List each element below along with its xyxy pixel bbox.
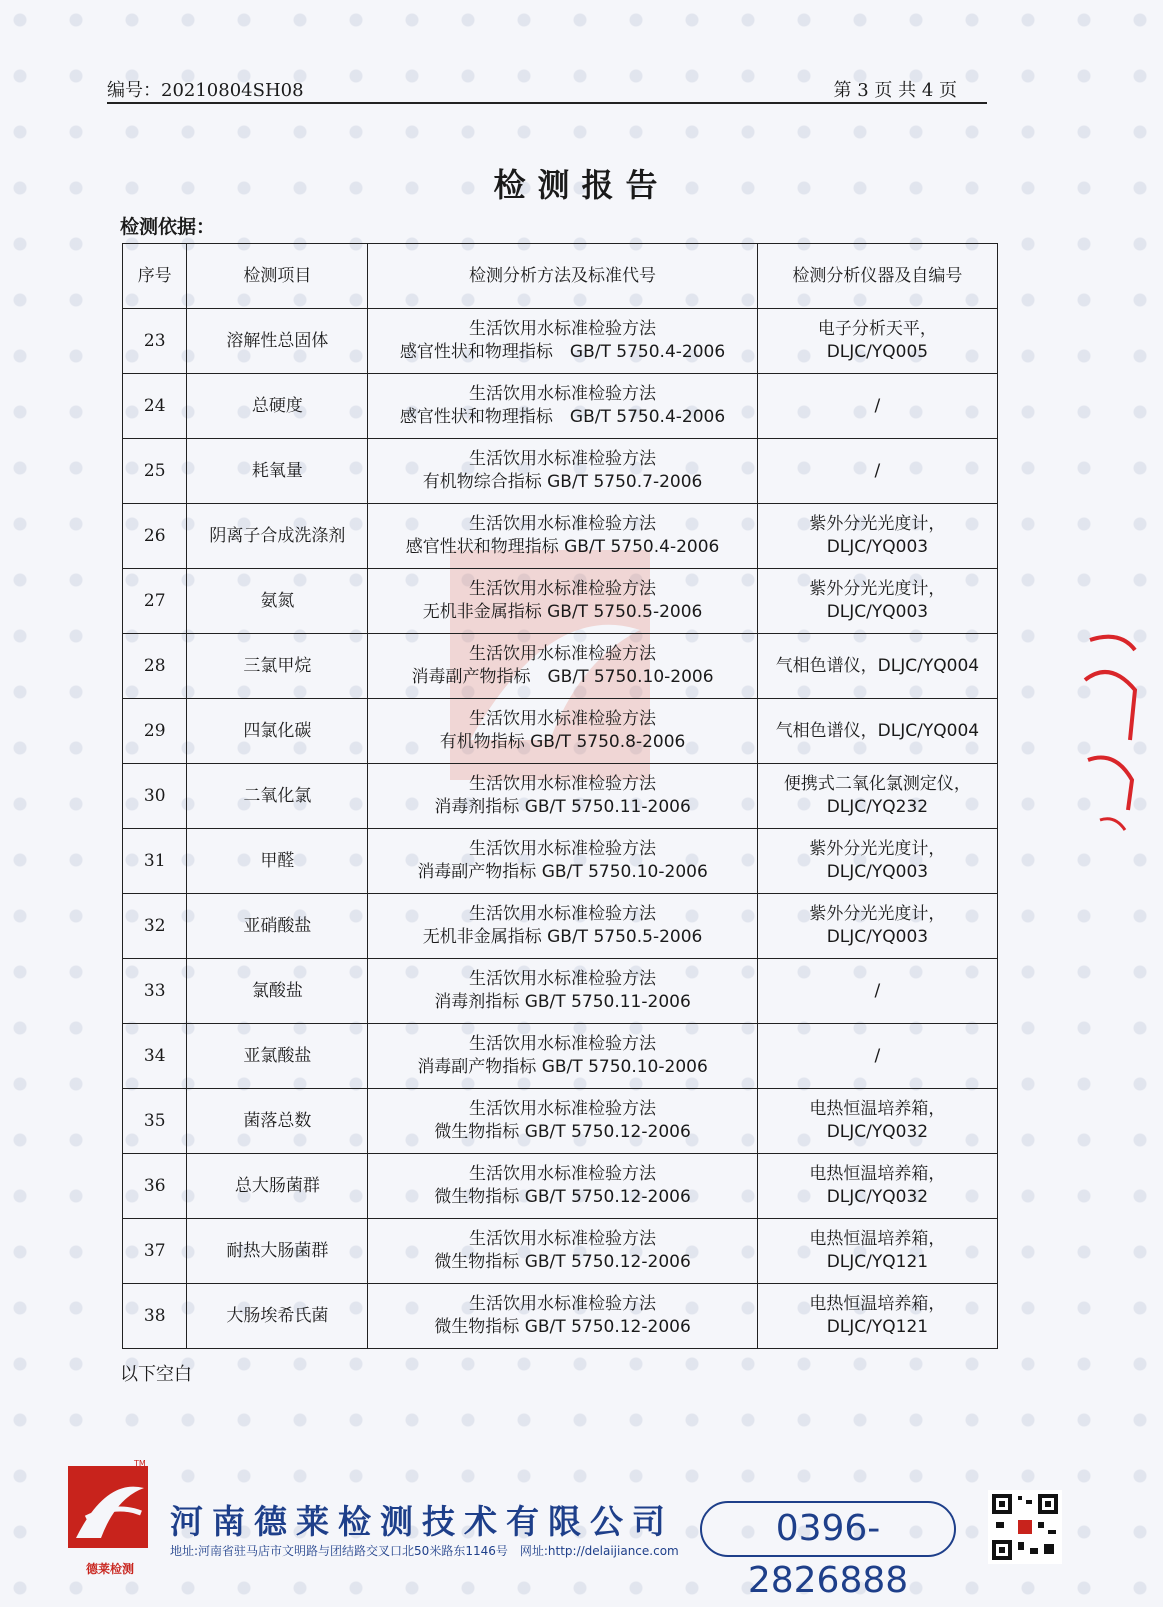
table-body: [123, 309, 998, 1349]
cell-instrument: [757, 829, 997, 894]
table-row: [123, 309, 998, 374]
cell-no: 38: [123, 1284, 187, 1349]
instrument-line-1: /: [874, 460, 881, 481]
cell-item: 甲醛: [187, 829, 368, 894]
header-item: 检测项目: [187, 244, 368, 309]
method-line-1: 生活饮用水标准检验方法: [469, 384, 657, 404]
test-basis-table: [122, 243, 998, 1349]
instrument-line-2: DLJC/YQ003: [826, 927, 929, 947]
cell-no: 35: [123, 1089, 187, 1154]
table-row: [123, 829, 998, 894]
logo-caption: 德莱检测: [85, 1562, 134, 1576]
cell-instrument: [757, 764, 997, 829]
instrument-line-1: 紫外分光光度计，: [809, 514, 946, 534]
report-title: 检测报告: [493, 166, 670, 204]
method-line-2: 消毒剂指标 GB/T 5750.11-2006: [434, 992, 691, 1012]
instrument-line-2: DLJC/YQ032: [826, 1122, 929, 1142]
table-row: [123, 374, 998, 439]
cell-instrument: [757, 439, 997, 504]
table-row: [123, 1089, 998, 1154]
cell-item: 大肠埃希氏菌: [187, 1284, 368, 1349]
cell-item: 亚硝酸盐: [187, 894, 368, 959]
cell-method: [368, 439, 757, 504]
method-line-2: 消毒副产物指标 GB/T 5750.10-2006: [417, 1057, 708, 1077]
cell-method: [368, 829, 757, 894]
header-no: 序号: [123, 244, 187, 309]
cell-method: [368, 1154, 757, 1219]
cell-instrument: [757, 309, 997, 374]
cell-item: 耐热大肠菌群: [187, 1219, 368, 1284]
cell-method: [368, 1284, 757, 1349]
method-line-2: 微生物指标 GB/T 5750.12-2006: [434, 1122, 691, 1142]
cell-no: 24: [123, 374, 187, 439]
cell-no: 33: [123, 959, 187, 1024]
instrument-line-1: 电热恒温培养箱，: [809, 1099, 946, 1119]
method-line-1: 生活饮用水标准检验方法: [469, 904, 657, 924]
cell-item: 总硬度: [187, 374, 368, 439]
cell-method: [368, 764, 757, 829]
method-line-2: 有机物指标 GB/T 5750.8-2006: [439, 732, 686, 752]
cell-method: [368, 634, 757, 699]
method-line-1: 生活饮用水标准检验方法: [469, 1229, 657, 1249]
cell-no: 30: [123, 764, 187, 829]
table-row: [123, 1284, 998, 1349]
instrument-line-2: DLJC/YQ003: [826, 537, 929, 557]
method-line-2: 无机非金属指标 GB/T 5750.5-2006: [422, 927, 703, 947]
instrument-line-1: /: [874, 980, 881, 1001]
cell-no: 34: [123, 1024, 187, 1089]
instrument-line-1: 电子分析天平，: [817, 319, 937, 339]
cell-instrument: [757, 1024, 997, 1089]
method-line-1: 生活饮用水标准检验方法: [469, 514, 657, 534]
cell-instrument: [757, 569, 997, 634]
method-line-1: 生活饮用水标准检验方法: [469, 1099, 657, 1119]
method-line-1: 生活饮用水标准检验方法: [469, 1164, 657, 1184]
method-line-2: 有机物综合指标 GB/T 5750.7-2006: [422, 472, 703, 492]
instrument-line-2: DLJC/YQ005: [826, 342, 929, 362]
table-row: [123, 439, 998, 504]
method-line-2: 感官性状和物理指标 GB/T 5750.4-2006: [399, 407, 726, 427]
cell-item: 四氯化碳: [187, 699, 368, 764]
method-line-1: 生活饮用水标准检验方法: [469, 1294, 657, 1314]
cell-item: 氨氮: [187, 569, 368, 634]
cell-method: [368, 569, 757, 634]
cell-no: 32: [123, 894, 187, 959]
cell-no: 37: [123, 1219, 187, 1284]
instrument-line-2: DLJC/YQ232: [826, 797, 929, 817]
method-line-1: 生活饮用水标准检验方法: [469, 644, 657, 664]
cell-method: [368, 699, 757, 764]
instrument-line-2: DLJC/YQ032: [826, 1187, 929, 1207]
method-line-1: 生活饮用水标准检验方法: [469, 449, 657, 469]
instrument-line-1: /: [874, 1045, 881, 1066]
cell-instrument: [757, 1089, 997, 1154]
cell-instrument: [757, 1154, 997, 1219]
company-name: 河南德莱检测技术有限公司: [170, 1502, 674, 1541]
cell-instrument: [757, 374, 997, 439]
company-address: 地址:河南省驻马店市文明路与团结路交叉口北50米路东1146号 网址:http://delaijiance.com: [170, 1544, 679, 1558]
company-phone: 0396-2826888: [700, 1501, 956, 1557]
method-line-2: 微生物指标 GB/T 5750.12-2006: [434, 1252, 691, 1272]
instrument-line-1: /: [874, 395, 881, 416]
instrument-line-2: DLJC/YQ121: [826, 1252, 929, 1272]
cell-no: 23: [123, 309, 187, 374]
page-number: 第 3 页 共 4 页: [833, 80, 957, 101]
cell-method: [368, 894, 757, 959]
method-line-2: 微生物指标 GB/T 5750.12-2006: [434, 1317, 691, 1337]
cell-no: 31: [123, 829, 187, 894]
table-row: [123, 699, 998, 764]
cell-item: 耗氧量: [187, 439, 368, 504]
cell-instrument: [757, 504, 997, 569]
method-line-2: 感官性状和物理指标 GB/T 5750.4-2006: [399, 342, 726, 362]
report-number: 编号：20210804SH08: [107, 80, 304, 101]
table-row: [123, 1219, 998, 1284]
instrument-line-1: 便携式二氧化氯测定仪，: [783, 774, 971, 794]
method-line-1: 生活饮用水标准检验方法: [469, 709, 657, 729]
table-row: [123, 1024, 998, 1089]
table-row: [123, 1154, 998, 1219]
cell-instrument: [757, 634, 997, 699]
cell-item: 总大肠菌群: [187, 1154, 368, 1219]
method-line-2: 消毒剂指标 GB/T 5750.11-2006: [434, 797, 691, 817]
method-line-1: 生活饮用水标准检验方法: [469, 1034, 657, 1054]
cell-no: 29: [123, 699, 187, 764]
method-line-2: 无机非金属指标 GB/T 5750.5-2006: [422, 602, 703, 622]
method-line-1: 生活饮用水标准检验方法: [469, 319, 657, 339]
table-row: [123, 569, 998, 634]
method-line-1: 生活饮用水标准检验方法: [469, 839, 657, 859]
cell-instrument: [757, 1219, 997, 1284]
instrument-line-1: 电热恒温培养箱，: [809, 1294, 946, 1314]
cell-item: 二氧化氯: [187, 764, 368, 829]
method-line-1: 生活饮用水标准检验方法: [469, 579, 657, 599]
cell-no: 25: [123, 439, 187, 504]
cell-instrument: [757, 699, 997, 764]
method-line-2: 微生物指标 GB/T 5750.12-2006: [434, 1187, 691, 1207]
cell-instrument: [757, 959, 997, 1024]
instrument-line-1: 电热恒温培养箱，: [809, 1229, 946, 1249]
cell-method: [368, 309, 757, 374]
instrument-line-1: 电热恒温培养箱，: [809, 1164, 946, 1184]
cell-item: 阴离子合成洗涤剂: [187, 504, 368, 569]
cell-method: [368, 1024, 757, 1089]
instrument-line-1: 气相色谱仪，DLJC/YQ004: [775, 655, 980, 676]
header-instrument: 检测分析仪器及自编号: [757, 244, 997, 309]
cell-instrument: [757, 1284, 997, 1349]
table-row: [123, 634, 998, 699]
instrument-line-1: 紫外分光光度计，: [809, 839, 946, 859]
table-row: [123, 894, 998, 959]
cell-method: [368, 504, 757, 569]
instrument-line-2: DLJC/YQ121: [826, 1317, 929, 1337]
header-method: 检测分析方法及标准代号: [368, 244, 757, 309]
instrument-line-1: 气相色谱仪，DLJC/YQ004: [775, 720, 980, 741]
cell-method: [368, 959, 757, 1024]
blank-note: 以下空白: [120, 1364, 192, 1385]
cell-item: 氯酸盐: [187, 959, 368, 1024]
table-row: [123, 504, 998, 569]
cell-no: 36: [123, 1154, 187, 1219]
method-line-2: 消毒副产物指标 GB/T 5750.10-2006: [417, 862, 708, 882]
table-row: [123, 764, 998, 829]
instrument-line-2: DLJC/YQ003: [826, 862, 929, 882]
method-line-2: 消毒副产物指标 GB/T 5750.10-2006: [411, 667, 714, 687]
cell-instrument: [757, 894, 997, 959]
svg-text:TM: TM: [134, 1459, 146, 1468]
qr-code-icon: [988, 1490, 1062, 1564]
cell-no: 28: [123, 634, 187, 699]
method-line-1: 生活饮用水标准检验方法: [469, 774, 657, 794]
cell-method: [368, 1219, 757, 1284]
instrument-line-1: 紫外分光光度计，: [809, 904, 946, 924]
cell-item: 菌落总数: [187, 1089, 368, 1154]
table-header-row: [123, 244, 998, 309]
cell-item: 三氯甲烷: [187, 634, 368, 699]
method-line-2: 感官性状和物理指标 GB/T 5750.4-2006: [405, 537, 720, 557]
instrument-line-1: 紫外分光光度计，: [809, 579, 946, 599]
cell-method: [368, 1089, 757, 1154]
cell-item: 亚氯酸盐: [187, 1024, 368, 1089]
basis-label: 检测依据：: [120, 216, 216, 238]
cell-no: 27: [123, 569, 187, 634]
instrument-line-2: DLJC/YQ003: [826, 602, 929, 622]
report-header: [107, 76, 987, 104]
method-line-1: 生活饮用水标准检验方法: [469, 969, 657, 989]
cell-method: [368, 374, 757, 439]
company-logo-icon: [66, 1458, 152, 1558]
cell-item: 溶解性总固体: [187, 309, 368, 374]
table-row: [123, 959, 998, 1024]
cell-no: 26: [123, 504, 187, 569]
